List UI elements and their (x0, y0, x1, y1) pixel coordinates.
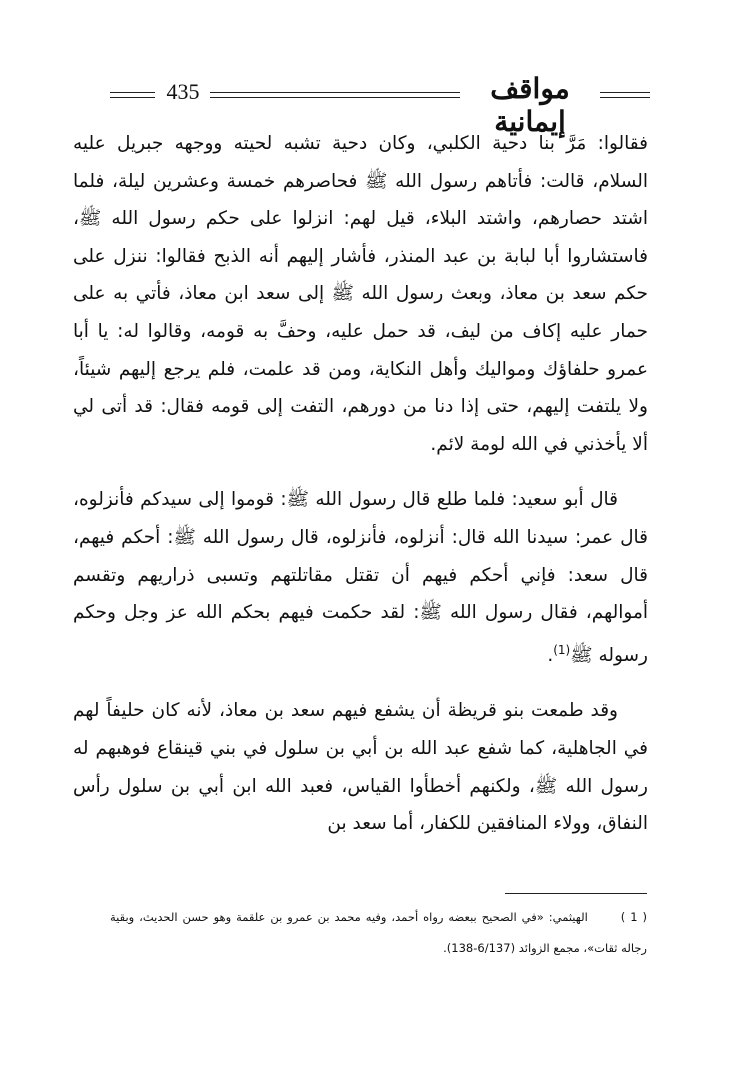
paragraph-text: قال أبو سعيد: فلما طلع قال رسول الله ﷺ: قوموا إلى سيدكم فأنزلوه، قال عمر: سيدنا الله قال: أنزلوه، فأنزلوه، قال رسول الله ﷺ: أحكم فيهم، قال سعد: فإني أحكم فيهم أن تقتل مقاتلتهم وتسبى ذراريهم وتقسم أموالهم، فقال رسول الله ﷺ: لقد حكمت فيهم بحكم الله عز وجل وحكم رسوله ﷺ (73, 489, 648, 666)
paragraph-end: . (547, 644, 554, 666)
footnote (110, 902, 647, 964)
running-title: مواقف إيمانية (490, 72, 570, 138)
header-rule (600, 97, 650, 98)
main-text (73, 125, 648, 843)
paragraph: فقالوا: مَرَّ بنا دحية الكلبي، وكان دحية تشبه لحيته ووجهه جبريل عليه السلام، قالت: فأتاهم رسول الله ﷺ فحاصرهم خمسة وعشرين ليلة، فلما اشتد حصارهم، واشتد البلاء، قيل لهم: انزلوا على حكم رسول الله ﷺ، فاستشاروا أبا لبابة بن عبد المنذر، فأشار إليهم أنه الذبح فقالوا: ننزل على حكم سعد بن معاذ، وبعث رسول الله ﷺ إلى سعد ابن معاذ، فأتي به على حمار عليه إكاف من ليف، قد حمل عليه، وحفَّ به قومه، وقالوا له: يا أبا عمرو حلفاؤك ومواليك وأهل النكاية، ومن قد علمت، فلم يرجع إليهم شيئاً، ولا يلتفت إليهم، حتى إذا دنا من دورهم، التفت إلى قومه فقال: قد أتى لي ألا يأخذني في الله لومة لائم. (73, 133, 648, 455)
footnote-separator (505, 893, 647, 894)
header-rule (600, 92, 650, 93)
footnote-marker: (1) (553, 642, 571, 657)
page-header (110, 70, 650, 138)
header-rule (210, 97, 460, 98)
footnote-number: ( 1 ) (620, 910, 647, 924)
header-rule (210, 92, 460, 93)
header-rule (110, 92, 155, 93)
paragraph (73, 481, 648, 674)
footnote-text: الهيثمي: «في الصحيح ببعضه رواه أحمد، وفيه محمد بن عمرو بن علقمة وهو حسن الحديث، وبقية رجاله ثقات»، مجمع الزوائد (6/137-138). (110, 910, 647, 955)
page-number: 435 (166, 79, 200, 104)
paragraph: وقد طمعت بنو قريظة أن يشفع فيهم سعد بن معاذ، لأنه كان حليفاً لهم في الجاهلية، كما شفع عبد الله بن أبي بن سلول في بني قينقاع فوهبهم له رسول الله ﷺ، ولكنهم أخطأوا القياس، فعبد الله ابن أبي بن سلول رأس النفاق، وولاء المنافقين للكفار، أما سعد بن (73, 700, 648, 835)
header-rule (110, 97, 155, 98)
